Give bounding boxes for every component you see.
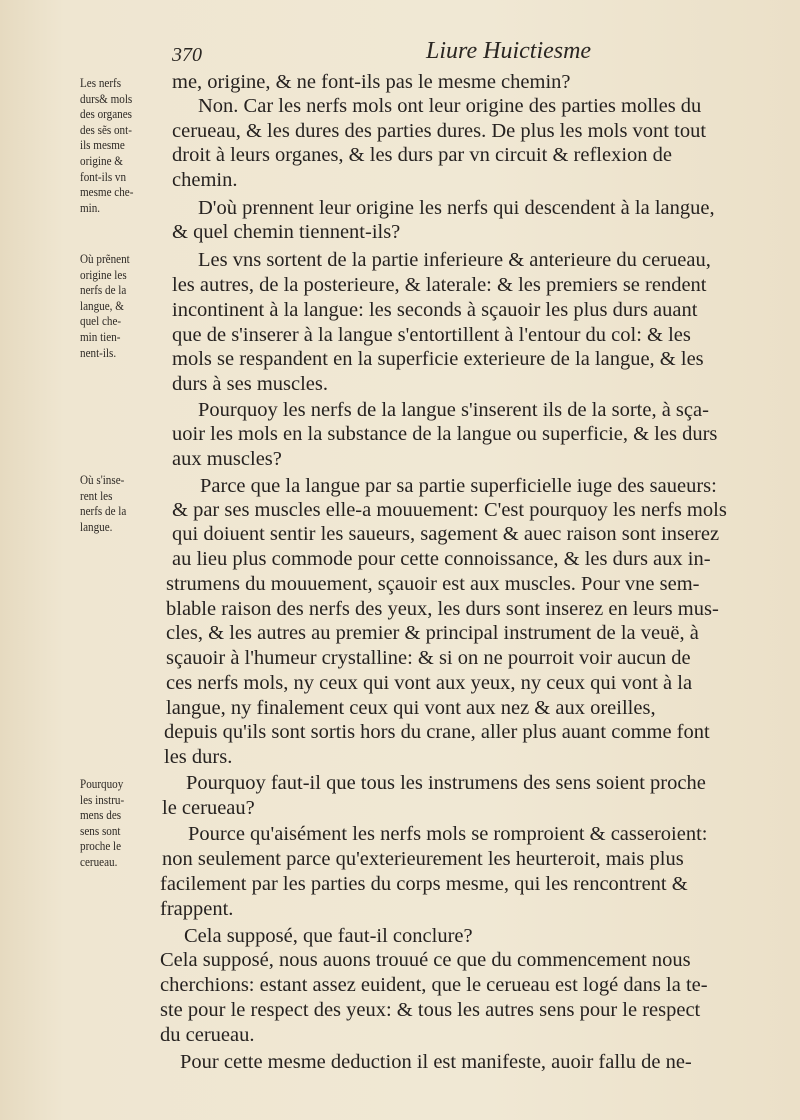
text-line: sçauoir à l'humeur crystalline: & si on ne pourroit voir aucun de xyxy=(166,647,691,669)
text-line: aux muscles? xyxy=(172,448,282,470)
text-line: frappent. xyxy=(160,898,234,920)
margin-note-line: les instru- xyxy=(80,792,125,807)
text-line: Pourquoy les nerfs de la langue s'inserent ils de la sorte, à sça- xyxy=(198,399,709,421)
margin-note-line: durs& mols xyxy=(80,91,133,106)
margin-note-line: origine & xyxy=(80,153,123,168)
text-line: cherchions: estant assez euident, que le cerueau est logé dans la te- xyxy=(160,974,708,996)
margin-note-line: rent les xyxy=(80,488,113,503)
text-line: Cela supposé, que faut-il conclure? xyxy=(184,925,473,947)
text-line: cles, & les autres au premier & principal instrument de la veuë, à xyxy=(166,622,699,644)
text-line: non seulement parce qu'exterieurement les heurteroit, mais plus xyxy=(162,848,684,870)
margin-note xyxy=(80,252,172,361)
text-line: & quel chemin tiennent-ils? xyxy=(172,221,401,243)
text-line: durs à ses muscles. xyxy=(172,373,329,395)
margin-note-line: cerueau. xyxy=(80,854,118,869)
margin-note-line: nent-ils. xyxy=(80,345,117,360)
margin-note-line: des organes xyxy=(80,107,133,122)
text-line: du cerueau. xyxy=(160,1024,255,1046)
text-line: que de s'inserer à la langue s'entortillent à l'entour du col: & les xyxy=(172,324,691,346)
text-line: uoir les mols en la substance de la langue ou superficie, & les durs xyxy=(172,423,718,445)
margin-note-line: langue, & xyxy=(80,298,124,313)
margin-note-line: Où prẽnent xyxy=(80,252,130,266)
text-line: Cela supposé, nous auons trouué ce que du commencement nous xyxy=(160,949,691,971)
text-line: & par ses muscles elle-a mouuement: C'est pourquoy les nerfs mols xyxy=(172,499,727,521)
text-line: Pource qu'aisément les nerfs mols se romproient & casseroient: xyxy=(188,823,708,845)
text-line: cerueau, & les dures des parties dures. De plus les mols vont tout xyxy=(172,120,707,142)
text-line: Pourquoy faut-il que tous les instrumens des sens soient proche xyxy=(186,772,706,794)
text-line: depuis qu'ils sont sortis hors du crane, aller plus auant comme font xyxy=(164,721,710,743)
text-line: ces nerfs mols, ny ceux qui vont aux yeux, ny ceux qui vont à la xyxy=(166,672,693,694)
text-line: chemin. xyxy=(172,169,238,191)
margin-note-line: mesme che- xyxy=(80,185,134,200)
margin-note-line: mens des xyxy=(80,808,122,823)
text-line: Les vns sortent de la partie inferieure & anterieure du cerueau, xyxy=(198,249,711,271)
margin-note-line: origine les xyxy=(80,267,127,282)
text-line: le cerueau? xyxy=(162,797,255,819)
text-line: Parce que la langue par sa partie superficielle iuge des saueurs: xyxy=(200,475,717,497)
text-line: D'où prennent leur origine les nerfs qui descendent à la langue, xyxy=(198,197,715,219)
text-line: droit à leurs organes, & les durs par vn circuit & reflexion de xyxy=(172,144,673,166)
text-line: Pour cette mesme deduction il est manifeste, auoir fallu de ne- xyxy=(180,1051,692,1073)
margin-note-line: sens sont xyxy=(80,823,121,838)
margin-note-line: nerfs de la xyxy=(80,504,127,519)
margin-note xyxy=(80,76,172,216)
margin-note-line: des sẽs ont- xyxy=(80,122,132,137)
text-line: strumens du mouuement, sçauoir est aux muscles. Pour vne sem- xyxy=(166,573,700,595)
margin-note-line: ils mesme xyxy=(80,138,125,153)
text-line: facilement par les parties du corps mesme, qui les rencontrent & xyxy=(160,873,688,895)
margin-note xyxy=(80,473,172,535)
margin-note-line: quel che- xyxy=(80,314,122,329)
margin-note-line: font-ils vn xyxy=(80,169,127,184)
margin-note-line: Pourquoy xyxy=(80,777,124,791)
margin-note-line: proche le xyxy=(80,839,122,854)
page-number: 370 xyxy=(172,44,202,66)
margin-note xyxy=(80,777,172,871)
text-line: les autres, de la posterieure, & laterale: & les premiers se rendent xyxy=(172,274,707,296)
margin-note-line: min tien- xyxy=(80,329,121,344)
text-line: blable raison des nerfs des yeux, les durs sont inserez en leurs mus- xyxy=(166,598,719,620)
margin-note-line: nerfs de la xyxy=(80,283,127,298)
text-line: langue, ny finalement ceux qui vont aux nez & aux oreilles, xyxy=(166,697,656,719)
margin-note-line: min. xyxy=(80,200,101,215)
margin-note-line: Les nerfs xyxy=(80,76,122,90)
text-line: incontinent à la langue: les seconds à sçauoir les plus durs auant xyxy=(172,299,698,321)
margin-note-line: Où s'inse- xyxy=(80,473,125,487)
text-line: les durs. xyxy=(164,746,233,768)
text-line: me, origine, & ne font-ils pas le mesme chemin? xyxy=(172,71,571,93)
text-line: Non. Car les nerfs mols ont leur origine des parties molles du xyxy=(198,95,702,117)
text-line: mols se respandent en la superficie exterieure de la langue, & les xyxy=(172,348,704,370)
running-title: Liure Huictiesme xyxy=(426,38,592,64)
page-header xyxy=(0,34,800,68)
text-line: ste pour le respect des yeux: & tous les autres sens pour le respect xyxy=(160,999,701,1021)
margin-note-line: langue. xyxy=(80,519,113,534)
text-line: au lieu plus commode pour cette connoissance, & les durs aux in- xyxy=(172,548,711,570)
text-line: qui doiuent sentir les saueurs, sagement & auec raison sont inserez xyxy=(172,523,720,545)
